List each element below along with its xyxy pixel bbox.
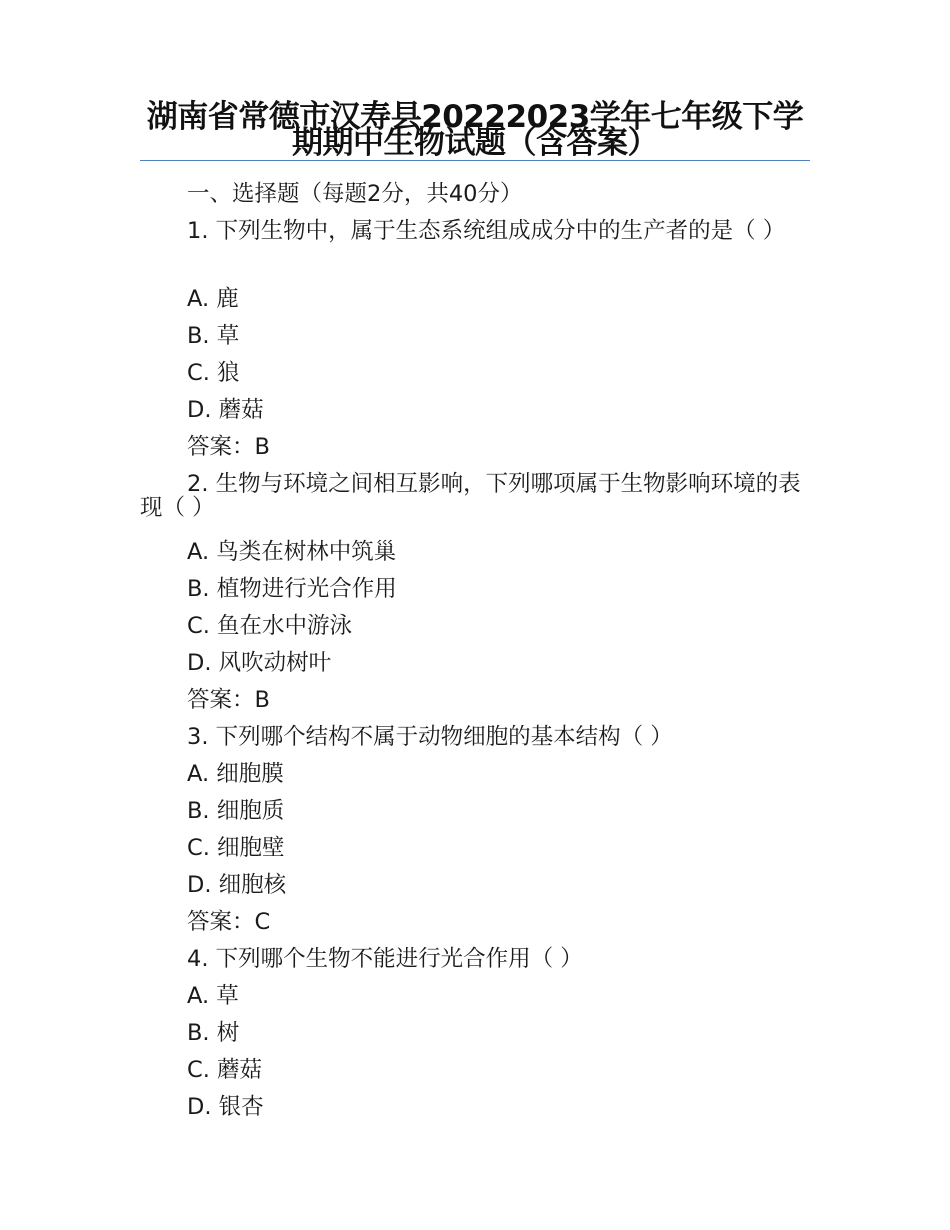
question-block-2 (140, 466, 810, 719)
option-b: B. 植物进行光合作用 (187, 576, 397, 602)
document-body (140, 176, 810, 1126)
option-b: B. 草 (187, 323, 240, 349)
question-stem: 3. 下列哪个结构不属于动物细胞的基本结构（ ） (187, 724, 673, 750)
question-block-1 (140, 213, 810, 466)
title-divider (140, 160, 810, 161)
question-stem: 1. 下列生物中，属于生态系统组成成分中的生产者的是（ ） (187, 218, 786, 244)
answer: 答案：B (187, 434, 270, 460)
option-b: B. 树 (187, 1020, 240, 1046)
answer: 答案：C (187, 909, 271, 935)
option-c: C. 鱼在水中游泳 (187, 613, 353, 639)
question-stem: 2. 生物与环境之间相互影响，下列哪项属于生物影响环境的表现（ ） (140, 471, 801, 521)
option-d: D. 细胞核 (187, 872, 287, 898)
question-block-4 (140, 941, 810, 1126)
option-d: D. 风吹动树叶 (187, 650, 332, 676)
question-stem: 4. 下列哪个生物不能进行光合作用（ ） (187, 946, 583, 972)
option-c: C. 蘑菇 (187, 1057, 263, 1083)
option-d: D. 蘑菇 (187, 397, 264, 423)
answer: 答案：B (187, 687, 270, 713)
option-a: A. 草 (187, 983, 239, 1009)
option-c: C. 细胞壁 (187, 835, 285, 861)
section-heading: 一、选择题（每题2分，共40分） (187, 181, 523, 207)
option-a: A. 鸟类在树林中筑巢 (187, 539, 397, 565)
option-b: B. 细胞质 (187, 798, 285, 824)
option-a: A. 细胞膜 (187, 761, 284, 787)
option-d: D. 银杏 (187, 1094, 264, 1120)
question-block-3 (140, 719, 810, 941)
option-c: C. 狼 (187, 360, 240, 386)
document-title: 湖南省常德市汉寿县20222023学年七年级下学期期中生物试题（含答案） (146, 99, 804, 161)
option-a: A. 鹿 (187, 286, 239, 312)
